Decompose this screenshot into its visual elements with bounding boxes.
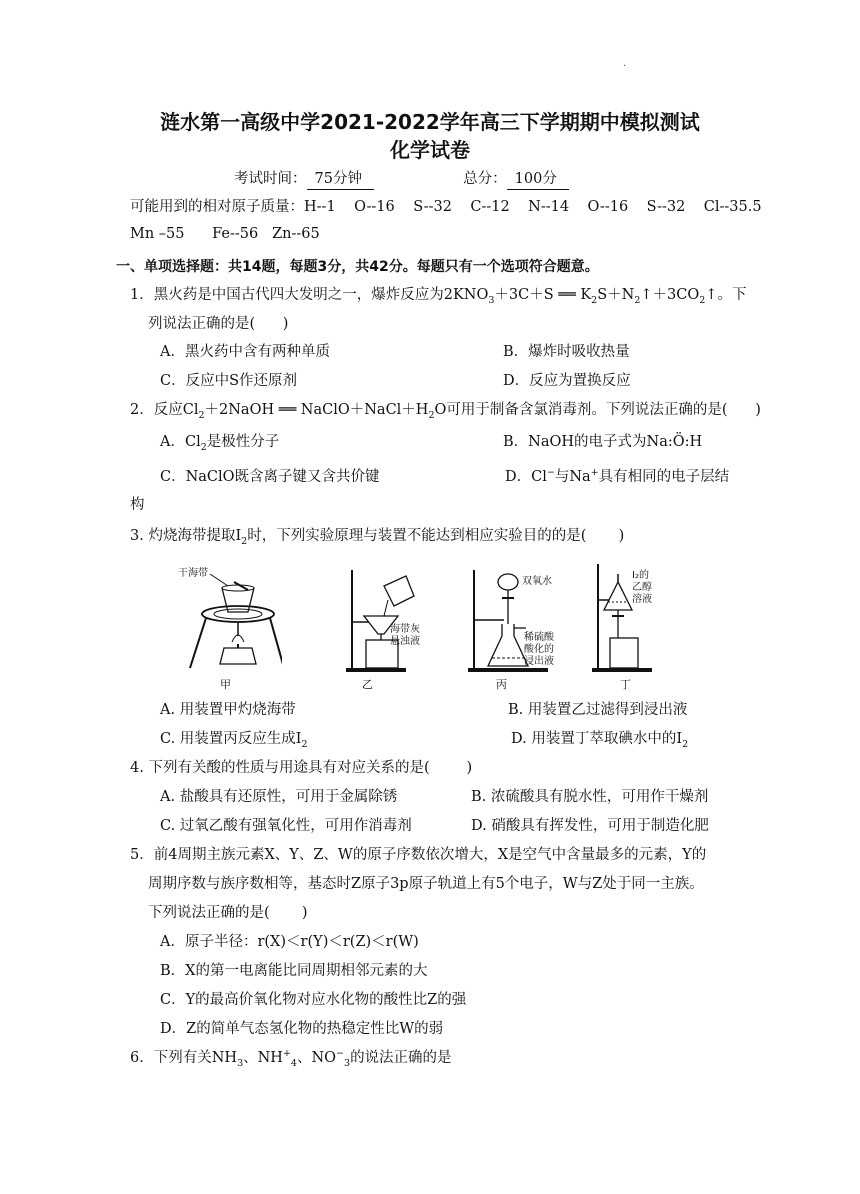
- jia-label: 干海带: [178, 568, 208, 579]
- bing-label-3: 浸出液: [524, 656, 554, 667]
- q2-option-d: D．Cl−与Na+具有相同的电子层结: [505, 467, 730, 485]
- q3-option-b: B. 用装置乙过滤得到浸出液: [508, 702, 688, 718]
- q1-option-c: C．反应中S作还原剂: [160, 373, 298, 389]
- q3-option-d: D. 用装置丁萃取碘水中的$I_2$: [511, 731, 689, 750]
- ding-label-2: 乙醇: [632, 582, 652, 593]
- apparatus-jia: [172, 560, 282, 676]
- bing-label-top: 双氧水: [522, 576, 552, 587]
- page-dot: .: [623, 58, 627, 69]
- score-value: 100分: [507, 169, 569, 190]
- q5-stem-line1: 5．前4周期主族元素X、Y、Z、W的原子序数依次增大，X是空气中含量最多的元素，Y的: [130, 847, 707, 863]
- q5-stem-line3: 下列说法正确的是( ): [148, 905, 308, 921]
- apparatus-bing: [464, 560, 574, 676]
- q5-option-a: A．原子半径：r(X)＜r(Y)＜r(Z)＜r(W): [160, 934, 419, 950]
- q4-option-a: A. 盐酸具有还原性，可用于金属除锈: [160, 789, 398, 805]
- q2-option-a: A．$Cl_2$是极性分子: [160, 434, 280, 453]
- caption-bing: 丙: [496, 678, 507, 691]
- bing-label-2: 酸化的: [524, 644, 554, 655]
- section-heading: 一、单项选择题：共14题，每题3分，共42分。每题只有一个选项符合题意。: [116, 259, 599, 275]
- time-value: 75分钟: [307, 169, 374, 190]
- q1-option-d: D．反应为置换反应: [503, 373, 631, 389]
- q4-option-c: C. 过氧乙酸有强氧化性，可用作消毒剂: [160, 818, 412, 834]
- q1-stem-line2: 列说法正确的是( ): [148, 316, 289, 332]
- apparatus-yi: [322, 560, 432, 676]
- q5-option-c: C．Y的最高价氧化物对应水化物的酸性比Z的强: [160, 992, 467, 1008]
- score-label: 总分：: [463, 171, 507, 187]
- caption-ding: 丁: [620, 678, 631, 691]
- caption-yi: 乙: [362, 678, 373, 691]
- yi-label-1: 海带灰: [390, 624, 420, 635]
- ding-label-1: I₂的: [632, 570, 649, 581]
- electron-formula: Na:Ö:H: [646, 434, 703, 450]
- ding-label-3: 溶液: [632, 594, 652, 605]
- apparatus-figure: [172, 560, 672, 692]
- q1-option-a: A．黑火药中含有两种单质: [160, 344, 330, 360]
- q3-option-c: C. 用装置丙反应生成$I_2$: [160, 731, 308, 750]
- q5-stem-line2: 周期序数与族序数相等，基态时Z原子3p原子轨道上有5个电子，W与Z处于同一主族。: [148, 876, 704, 892]
- bing-label-1: 稀硫酸: [524, 632, 554, 643]
- atomic-masses-line1: 可能用到的相对原子质量：H--1 O--16 S--32 C--12 N--14 O--16 S--32 Cl--35.5: [130, 199, 762, 215]
- time-label: 考试时间：: [234, 171, 307, 187]
- exam-title: 涟水第一高级中学2021-2022学年高三下学期期中模拟测试: [160, 110, 700, 134]
- q3-stem: 3. 灼烧海带提取$I_2$时，下列实验原理与装置不能达到相应实验目的的是( ): [130, 528, 625, 547]
- q4-option-d: D. 硝酸具有挥发性，可用于制造化肥: [471, 818, 709, 834]
- q6-stem: 6．下列有关$NH_3$、$NH^+_4$、$NO^-_3$的说法正确的是: [130, 1048, 452, 1069]
- exam-subtitle: 化学试卷: [390, 138, 470, 162]
- caption-jia: 甲: [220, 678, 231, 691]
- apparatus-ding: [588, 560, 678, 676]
- exam-meta: [234, 169, 569, 190]
- q2-option-d-cont: 构: [130, 497, 145, 513]
- q4-stem: 4. 下列有关酸的性质与用途具有对应关系的是( ): [130, 760, 473, 776]
- q1-stem: 1．黑火药是中国古代四大发明之一，爆炸反应为$2KNO_3+3C+S$ ══ $K_2S+N_2↑+3CO_2↑$。下: [130, 287, 747, 306]
- q1-option-b: B．爆炸时吸收热量: [503, 344, 630, 360]
- q3-option-a: A. 用装置甲灼烧海带: [160, 702, 296, 718]
- q5-option-d: D．Z的简单气态氢化物的热稳定性比W的弱: [160, 1021, 444, 1037]
- q4-option-b: B. 浓硫酸具有脱水性，可用作干燥剂: [471, 789, 709, 805]
- q2-option-b: B．NaOH的电子式为Na:Ö:H: [503, 434, 703, 450]
- q2-option-c: C．NaClO既含离子键又含共价键: [160, 469, 380, 485]
- atomic-masses-line2: Mn –55 Fe--56 Zn--65: [130, 226, 320, 242]
- q5-option-b: B．X的第一电离能比同周期相邻元素的大: [160, 963, 428, 979]
- q2-stem: 2．反应$Cl_2+2NaOH$ ══ $NaClO+NaCl+H_2O$可用于制备含氯消毒剂。下列说法正确的是( ): [130, 402, 761, 421]
- yi-label-2: 悬浊液: [390, 636, 420, 647]
